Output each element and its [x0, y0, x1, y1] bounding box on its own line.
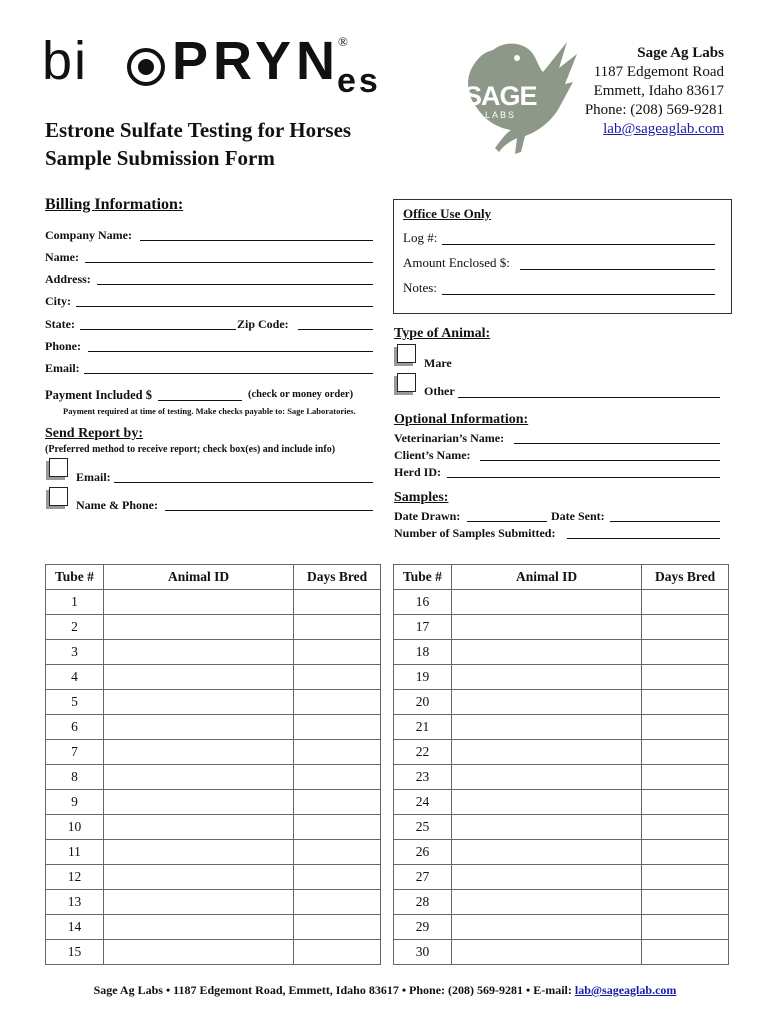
days-bred-cell[interactable] [294, 840, 381, 865]
days-bred-cell[interactable] [642, 740, 729, 765]
animal-id-cell[interactable] [451, 940, 641, 965]
payment-fine-print: Payment required at time of testing. Make checks payable to: Sage Laboratories. [63, 406, 356, 416]
mare-checkbox[interactable] [397, 344, 416, 363]
animal-id-cell[interactable] [451, 790, 641, 815]
animal-id-header: Animal ID [451, 565, 641, 590]
animal-id-cell[interactable] [451, 665, 641, 690]
other-animal-field[interactable] [458, 397, 720, 398]
date-drawn-field[interactable] [467, 521, 547, 522]
company-name-label: Company Name: [45, 228, 132, 242]
animal-id-cell[interactable] [103, 615, 293, 640]
animal-id-cell[interactable] [103, 590, 293, 615]
days-bred-cell[interactable] [642, 815, 729, 840]
table-row [46, 790, 381, 815]
animal-id-cell[interactable] [451, 640, 641, 665]
notes-label: Notes: [403, 280, 437, 295]
days-bred-cell[interactable] [294, 715, 381, 740]
days-bred-cell[interactable] [642, 890, 729, 915]
report-email-label: Email: [76, 470, 111, 484]
days-bred-cell[interactable] [642, 940, 729, 965]
animal-id-cell[interactable] [103, 640, 293, 665]
tube-number-cell: 21 [394, 715, 452, 740]
animal-id-cell[interactable] [103, 940, 293, 965]
table-row [46, 840, 381, 865]
table-row [46, 615, 381, 640]
logo-target-icon [125, 46, 167, 88]
days-bred-cell[interactable] [294, 790, 381, 815]
sage-logo-subtext: LABS [485, 110, 517, 120]
tube-number-cell: 18 [394, 640, 452, 665]
table-row [46, 740, 381, 765]
tube-number-cell: 5 [46, 690, 104, 715]
table-row [394, 715, 729, 740]
mare-label: Mare [424, 356, 452, 370]
animal-id-cell[interactable] [451, 840, 641, 865]
animal-id-cell[interactable] [103, 665, 293, 690]
animal-id-cell[interactable] [103, 690, 293, 715]
payment-note: (check or money order) [248, 389, 354, 400]
lab-address-block [585, 44, 724, 139]
sage-logo-text: SAGE [464, 81, 537, 111]
footer-email-link[interactable]: lab@sageaglab.com [574, 983, 677, 997]
tube-number-cell: 26 [394, 840, 452, 865]
phone-label: Phone: [45, 339, 81, 353]
animal-id-cell[interactable] [103, 740, 293, 765]
tube-number-cell: 4 [46, 665, 104, 690]
animal-id-cell[interactable] [451, 715, 641, 740]
animal-id-cell[interactable] [103, 890, 293, 915]
other-checkbox[interactable] [397, 373, 416, 392]
animal-id-cell[interactable] [451, 615, 641, 640]
table-row [394, 740, 729, 765]
table-row [394, 915, 729, 940]
table-row [46, 665, 381, 690]
animal-id-cell[interactable] [103, 865, 293, 890]
tube-number-cell: 23 [394, 765, 452, 790]
days-bred-cell[interactable] [294, 815, 381, 840]
tube-number-cell: 10 [46, 815, 104, 840]
days-bred-cell[interactable] [642, 590, 729, 615]
animal-id-cell[interactable] [451, 865, 641, 890]
days-bred-cell[interactable] [642, 615, 729, 640]
email-label: Email: [45, 361, 80, 375]
address-field[interactable] [97, 284, 373, 285]
lab-city: Emmett, Idaho 83617 [593, 83, 724, 99]
days-bred-cell[interactable] [642, 865, 729, 890]
days-bred-cell[interactable] [294, 690, 381, 715]
days-bred-cell[interactable] [294, 915, 381, 940]
lab-street: 1187 Edgemont Road [593, 64, 724, 80]
table-row [394, 690, 729, 715]
client-name-field[interactable] [480, 460, 720, 461]
form-title [45, 116, 351, 172]
payment-field[interactable] [158, 400, 242, 401]
days-bred-cell[interactable] [642, 840, 729, 865]
lab-email-link[interactable]: lab@sageaglab.com [603, 121, 724, 137]
footer-text: Sage Ag Labs • 1187 Edgemont Road, Emmett, Idaho 83617 • Phone: (208) 569-9281 • E-mail: [93, 983, 575, 997]
table-row [394, 765, 729, 790]
tube-number-cell: 1 [46, 590, 104, 615]
table-row [394, 640, 729, 665]
days-bred-cell[interactable] [642, 790, 729, 815]
tube-number-header: Tube # [46, 565, 104, 590]
table-row [46, 640, 381, 665]
days-bred-cell[interactable] [642, 665, 729, 690]
log-number-field[interactable] [442, 244, 715, 245]
zip-label: Zip Code: [237, 317, 289, 331]
days-bred-cell[interactable] [294, 615, 381, 640]
table-row [394, 790, 729, 815]
table-row [394, 615, 729, 640]
days-bred-cell[interactable] [642, 640, 729, 665]
days-bred-cell[interactable] [294, 940, 381, 965]
days-bred-header: Days Bred [294, 565, 381, 590]
logo-bio-text: bi [42, 31, 89, 91]
tube-number-cell: 17 [394, 615, 452, 640]
office-use-box [393, 199, 732, 314]
animal-id-cell[interactable] [103, 765, 293, 790]
email-field[interactable] [84, 373, 373, 374]
tube-number-cell: 13 [46, 890, 104, 915]
animal-id-cell[interactable] [451, 740, 641, 765]
lab-name: Sage Ag Labs [637, 45, 724, 61]
lab-phone: Phone: (208) 569-9281 [584, 102, 724, 118]
city-label: City: [45, 294, 71, 308]
table-row [46, 865, 381, 890]
table-row [46, 940, 381, 965]
logo-pryn-text: PRYN [172, 31, 341, 91]
tube-number-cell: 11 [46, 840, 104, 865]
days-bred-cell[interactable] [294, 890, 381, 915]
animal-id-cell[interactable] [103, 790, 293, 815]
billing-heading: Billing Information: [45, 196, 184, 213]
tube-table-left [45, 564, 381, 965]
tube-number-cell: 29 [394, 915, 452, 940]
tube-number-cell: 3 [46, 640, 104, 665]
animal-type-heading: Type of Animal: [394, 326, 491, 341]
tube-number-cell: 14 [46, 915, 104, 940]
office-use-heading: Office Use Only [403, 206, 492, 221]
date-drawn-label: Date Drawn: [394, 509, 461, 523]
tube-number-cell: 2 [46, 615, 104, 640]
days-bred-cell[interactable] [294, 590, 381, 615]
date-sent-field[interactable] [610, 521, 720, 522]
tube-table-right [393, 564, 729, 965]
samples-count-label: Number of Samples Submitted: [394, 526, 556, 540]
name-label: Name: [45, 250, 79, 264]
table-row [394, 815, 729, 840]
send-report-note: (Preferred method to receive report; check box(es) and include info) [45, 444, 336, 455]
days-bred-cell[interactable] [642, 690, 729, 715]
tube-number-cell: 8 [46, 765, 104, 790]
form-title-line1: Estrone Sulfate Testing for Horses [45, 118, 352, 142]
days-bred-cell[interactable] [642, 765, 729, 790]
tube-number-cell: 15 [46, 940, 104, 965]
table-row [46, 890, 381, 915]
table-row [394, 590, 729, 615]
address-label: Address: [45, 272, 91, 286]
company-name-field[interactable] [140, 240, 373, 241]
tube-number-cell: 27 [394, 865, 452, 890]
table-row [46, 915, 381, 940]
samples-heading: Samples: [394, 490, 449, 505]
animal-id-cell[interactable] [451, 765, 641, 790]
form-title-line2: Sample Submission Form [45, 146, 275, 170]
table-row [46, 590, 381, 615]
name-field[interactable] [85, 262, 373, 263]
date-sent-label: Date Sent: [551, 509, 605, 523]
sage-labs-logo [455, 38, 580, 158]
vet-name-field[interactable] [514, 443, 720, 444]
tube-number-cell: 28 [394, 890, 452, 915]
animal-id-cell[interactable] [451, 690, 641, 715]
table-row [394, 940, 729, 965]
tube-number-cell: 30 [394, 940, 452, 965]
animal-id-cell[interactable] [451, 915, 641, 940]
tube-number-cell: 20 [394, 690, 452, 715]
zip-field[interactable] [298, 329, 373, 330]
tube-number-cell: 25 [394, 815, 452, 840]
tube-table-header-row [394, 565, 729, 590]
tube-number-cell: 7 [46, 740, 104, 765]
optional-info-heading: Optional Information: [394, 412, 529, 427]
report-name-phone-field[interactable] [165, 510, 373, 511]
samples-count-field[interactable] [567, 538, 720, 539]
days-bred-cell[interactable] [294, 665, 381, 690]
days-bred-cell[interactable] [642, 915, 729, 940]
days-bred-cell[interactable] [642, 715, 729, 740]
animal-id-cell[interactable] [103, 715, 293, 740]
tube-number-cell: 19 [394, 665, 452, 690]
animal-id-cell[interactable] [103, 815, 293, 840]
herd-id-label: Herd ID: [394, 465, 441, 479]
amount-enclosed-label: Amount Enclosed $: [403, 255, 510, 270]
other-label: Other [424, 384, 455, 398]
bioprynes-logo [42, 31, 387, 108]
table-row [394, 840, 729, 865]
days-bred-cell[interactable] [294, 740, 381, 765]
report-name-phone-label: Name & Phone: [76, 498, 158, 512]
table-row [46, 715, 381, 740]
animal-id-cell[interactable] [103, 915, 293, 940]
animal-id-cell[interactable] [451, 815, 641, 840]
herd-id-field[interactable] [447, 477, 720, 478]
tube-number-header: Tube # [394, 565, 452, 590]
days-bred-header: Days Bred [642, 565, 729, 590]
tube-number-cell: 22 [394, 740, 452, 765]
tube-number-cell: 6 [46, 715, 104, 740]
animal-id-cell[interactable] [451, 590, 641, 615]
tube-table-header-row [46, 565, 381, 590]
send-report-heading: Send Report by: [45, 426, 144, 441]
days-bred-cell[interactable] [294, 640, 381, 665]
days-bred-cell[interactable] [294, 865, 381, 890]
tube-number-cell: 24 [394, 790, 452, 815]
client-name-label: Client’s Name: [394, 448, 471, 462]
tube-number-cell: 16 [394, 590, 452, 615]
table-row [46, 815, 381, 840]
table-row [46, 765, 381, 790]
tube-number-cell: 12 [46, 865, 104, 890]
tube-number-cell: 9 [46, 790, 104, 815]
table-row [394, 865, 729, 890]
report-name-phone-checkbox[interactable] [49, 487, 68, 506]
state-field[interactable] [80, 329, 236, 330]
state-label: State: [45, 317, 75, 331]
logo-es-text: es [337, 62, 381, 100]
log-number-label: Log #: [403, 230, 438, 245]
logo-registered-mark: ® [338, 34, 348, 49]
table-row [46, 690, 381, 715]
report-email-checkbox[interactable] [49, 458, 68, 477]
table-row [394, 665, 729, 690]
amount-enclosed-field[interactable] [520, 269, 715, 270]
vet-name-label: Veterinarian’s Name: [394, 431, 505, 445]
animal-id-cell[interactable] [103, 840, 293, 865]
footer [0, 983, 770, 998]
city-field[interactable] [76, 306, 373, 307]
phone-field[interactable] [88, 351, 373, 352]
table-row [394, 890, 729, 915]
animal-id-cell[interactable] [451, 890, 641, 915]
report-email-field[interactable] [114, 482, 373, 483]
days-bred-cell[interactable] [294, 765, 381, 790]
animal-id-header: Animal ID [103, 565, 293, 590]
payment-label: Payment Included $ [45, 388, 152, 402]
notes-field[interactable] [442, 294, 715, 295]
